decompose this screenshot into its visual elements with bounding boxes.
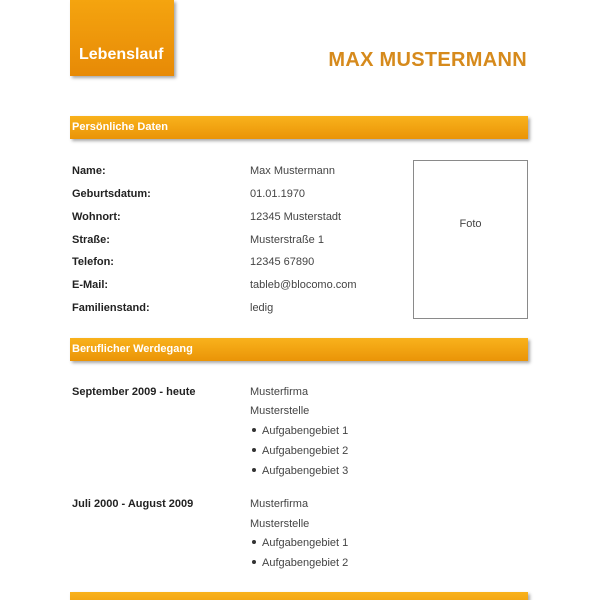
section-title-personal: Persönliche Daten [72, 121, 168, 133]
photo-placeholder [413, 160, 528, 319]
career-task-text: Aufgabengebiet 2 [262, 445, 349, 457]
personal-value-city: 12345 Musterstadt [250, 211, 342, 223]
section-header-personal [70, 116, 528, 139]
section-title-career: Beruflicher Werdegang [72, 343, 193, 355]
career-company: Musterfirma [250, 386, 309, 398]
personal-value-email: tableb@blocomo.com [250, 279, 357, 291]
section-header-career [70, 338, 528, 361]
cv-title: Lebenslauf [79, 46, 164, 63]
career-period: Juli 2000 - August 2009 [72, 498, 194, 510]
personal-value-name: Max Mustermann [250, 165, 335, 177]
career-task-item [250, 557, 348, 569]
bullet-icon [252, 468, 256, 472]
personal-label-city: Wohnort: [72, 211, 121, 223]
career-task-item [250, 445, 348, 457]
career-task-item [250, 425, 348, 437]
photo-label: Foto [459, 218, 482, 230]
career-company: Musterfirma [250, 498, 309, 510]
bullet-icon [252, 428, 256, 432]
career-task-text: Aufgabengebiet 1 [262, 537, 349, 549]
personal-label-phone: Telefon: [72, 256, 114, 268]
bullet-icon [252, 448, 256, 452]
career-task-item [250, 537, 348, 549]
personal-label-birthdate: Geburtsdatum: [72, 188, 151, 200]
bullet-icon [252, 540, 256, 544]
personal-label-street: Straße: [72, 234, 110, 246]
career-task-text: Aufgabengebiet 2 [262, 557, 349, 569]
personal-label-email: E-Mail: [72, 279, 109, 291]
personal-value-marital-status: ledig [250, 302, 274, 314]
cv-title-badge [70, 0, 174, 76]
personal-label-name: Name: [72, 165, 106, 177]
personal-label-marital-status: Familienstand: [72, 302, 150, 314]
career-task-item [250, 465, 348, 477]
career-period: September 2009 - heute [72, 386, 196, 398]
career-position: Musterstelle [250, 405, 310, 417]
personal-value-phone: 12345 67890 [250, 256, 315, 268]
bullet-icon [252, 560, 256, 564]
personal-value-street: Musterstraße 1 [250, 234, 324, 246]
section-header-next [70, 592, 528, 600]
career-position: Musterstelle [250, 518, 310, 530]
person-name-heading: MAX MUSTERMANN [328, 49, 527, 71]
personal-value-birthdate: 01.01.1970 [250, 188, 306, 200]
career-task-text: Aufgabengebiet 3 [262, 465, 349, 477]
career-task-text: Aufgabengebiet 1 [262, 425, 349, 437]
